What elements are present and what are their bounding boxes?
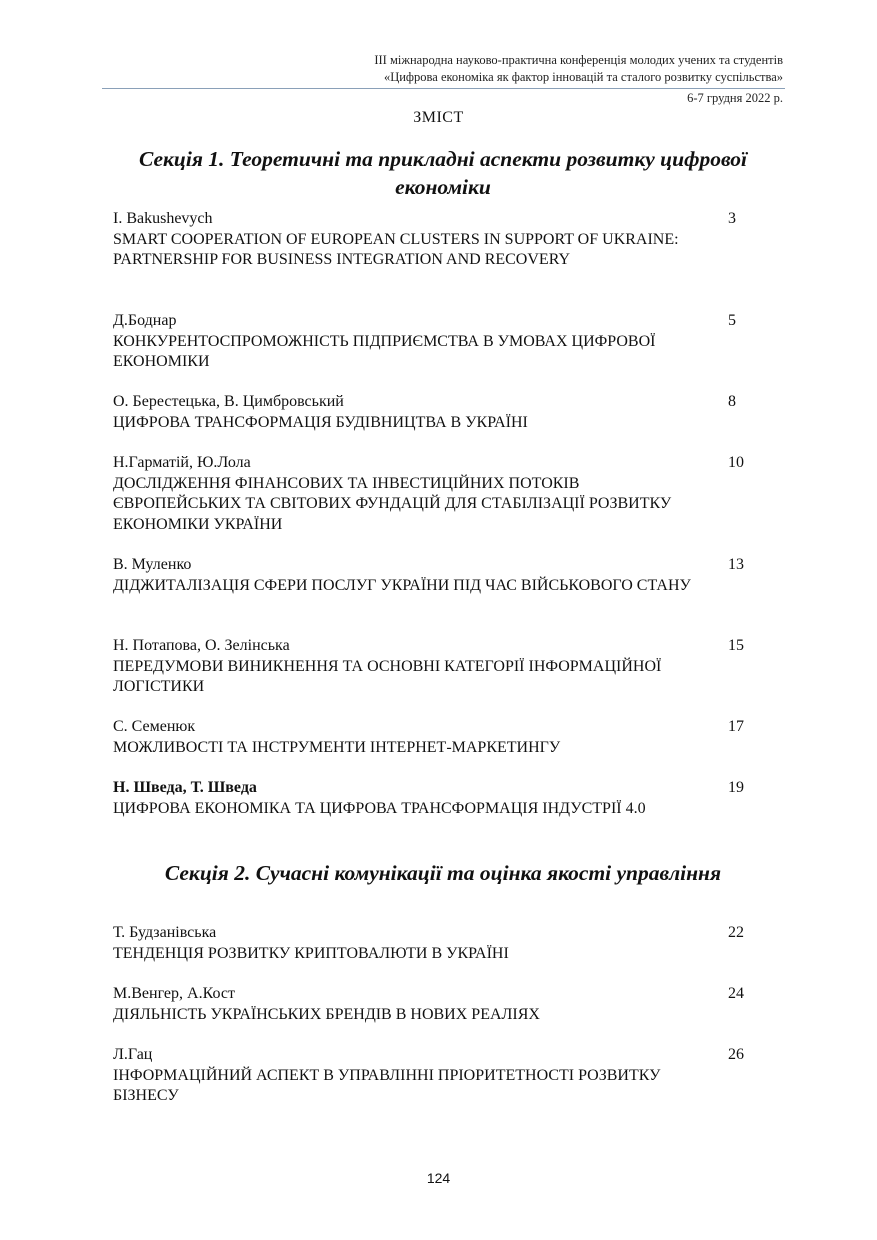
entry-authors: Л.Гац <box>113 1046 153 1063</box>
toc-entry[interactable] <box>113 453 753 535</box>
entry-authors: С. Семенюк <box>113 718 196 735</box>
entry-title: ІНФОРМАЦІЙНИЙ АСПЕКТ В УПРАВЛІННІ ПРІОРИТЕТНОСТІ РОЗВИТКУ БІЗНЕСУ <box>113 1066 661 1104</box>
toc-entry[interactable] <box>113 311 753 373</box>
entry-page-number: 24 <box>728 985 744 1002</box>
section-2-heading <box>100 859 786 887</box>
section-2-heading-line1: Секція 2. Сучасні комунікації та оцінка якості управління <box>164 861 722 885</box>
header-date: 6-7 грудня 2022 р. <box>687 91 783 105</box>
toc-entry[interactable] <box>113 209 753 271</box>
entry-authors: Т. Будзанівська <box>113 924 217 941</box>
entry-title: ДІДЖИТАЛІЗАЦІЯ СФЕРИ ПОСЛУГ УКРАЇНИ ПІД ЧАС ВІЙСЬКОВОГО СТАНУ <box>113 576 691 594</box>
entry-authors: О. Берестецька, В. Цимбровський <box>113 393 344 410</box>
entry-authors: М.Венгер, А.Кост <box>113 985 235 1002</box>
toc-entry[interactable] <box>113 984 753 1025</box>
entry-title: SMART COOPERATION OF EUROPEAN CLUSTERS IN SUPPORT OF UKRAINE: PARTNERSHIP FOR BUSINESS INTEGRATION AND RECOVERY <box>113 230 679 268</box>
entry-page-number: 5 <box>728 312 736 329</box>
page-number: 124 <box>426 1170 451 1186</box>
entry-title: ТЕНДЕНЦІЯ РОЗВИТКУ КРИПТОВАЛЮТИ В УКРАЇНІ <box>113 944 509 962</box>
entry-page-number: 13 <box>728 556 744 573</box>
entry-page-number: 15 <box>728 637 744 654</box>
entry-authors: I. Bakushevych <box>113 210 213 227</box>
header-conference-theme: «Цифрова економіка як фактор інновацій та сталого розвитку суспільства» <box>383 70 783 84</box>
toc-entry[interactable] <box>113 1045 753 1107</box>
entry-page-number: 10 <box>728 454 744 471</box>
entry-authors: Д.Боднар <box>113 312 177 329</box>
entry-authors: Н.Гарматій, Ю.Лола <box>113 454 251 471</box>
toc-title: ЗМІСТ <box>413 109 464 126</box>
header-divider <box>102 88 785 89</box>
entry-title: ДОСЛІДЖЕННЯ ФІНАНСОВИХ ТА ІНВЕСТИЦІЙНИХ ПОТОКІВ ЄВРОПЕЙСЬКИХ ТА СВІТОВИХ ФУНДАЦІЙ ДЛЯ СТАБІЛІЗАЦІЇ РОЗВИТКУ ЕКОНОМІКИ УКРАЇНИ <box>113 474 672 533</box>
toc-entry[interactable] <box>113 717 753 758</box>
section-1-heading-line2: економіки <box>395 175 491 199</box>
entry-page-number: 26 <box>728 1046 744 1063</box>
entry-title: КОНКУРЕНТОСПРОМОЖНІСТЬ ПІДПРИЄМСТВА В УМОВАХ ЦИФРОВОЇ ЕКОНОМІКИ <box>113 332 656 370</box>
entry-page-number: 19 <box>728 779 744 796</box>
entry-title: ЦИФРОВА ЕКОНОМІКА ТА ЦИФРОВА ТРАНСФОРМАЦІЯ ІНДУСТРІЇ 4.0 <box>113 799 646 817</box>
toc-entry[interactable] <box>113 555 753 596</box>
entry-title: ПЕРЕДУМОВИ ВИНИКНЕННЯ ТА ОСНОВНІ КАТЕГОРІЇ ІНФОРМАЦІЙНОЇ ЛОГІСТИКИ <box>113 657 662 695</box>
entry-title: МОЖЛИВОСТІ ТА ІНСТРУМЕНТИ ІНТЕРНЕТ-МАРКЕТИНГУ <box>113 738 561 756</box>
entry-title: ЦИФРОВА ТРАНСФОРМАЦІЯ БУДІВНИЦТВА В УКРАЇНІ <box>113 413 528 431</box>
toc-entry[interactable] <box>113 923 753 964</box>
entry-authors: В. Муленко <box>113 556 192 573</box>
header-conference-line: III міжнародна науково-практична конференція молодих учених та студентів <box>374 53 783 67</box>
entry-page-number: 17 <box>728 718 744 735</box>
entry-page-number: 3 <box>728 210 736 227</box>
entry-page-number: 8 <box>728 393 736 410</box>
running-header <box>0 52 783 86</box>
entry-title: ДІЯЛЬНІСТЬ УКРАЇНСЬКИХ БРЕНДІВ В НОВИХ РЕАЛІЯХ <box>113 1005 540 1023</box>
toc-entry[interactable] <box>113 392 753 433</box>
section-1-heading <box>100 145 786 201</box>
toc-entry[interactable] <box>113 778 753 819</box>
entry-page-number: 22 <box>728 924 744 941</box>
entry-authors: Н. Шведа, Т. Шведа <box>113 779 257 796</box>
entry-authors: Н. Потапова, О. Зелінська <box>113 637 290 654</box>
toc-entry[interactable] <box>113 636 753 698</box>
section-1-heading-line1: Секція 1. Теоретичні та прикладні аспекти розвитку цифрової <box>138 147 748 171</box>
